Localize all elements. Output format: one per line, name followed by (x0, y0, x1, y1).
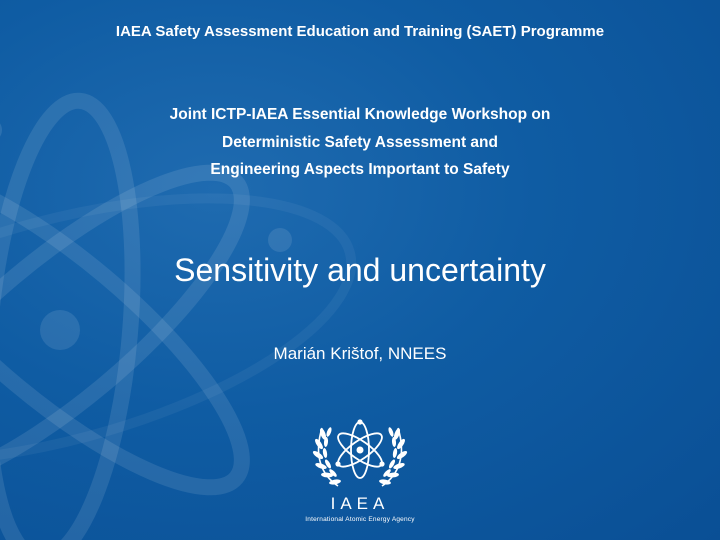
workshop-line: Deterministic Safety Assessment and (222, 133, 498, 151)
workshop-title (0, 101, 720, 184)
iaea-emblem-icon (308, 408, 412, 494)
programme-title: IAEA Safety Assessment Education and Training (SAET) Programme (115, 23, 605, 40)
slide-title: Sensitivity and uncertainty (174, 252, 546, 288)
logo-wordmark: IAEA (330, 494, 390, 513)
workshop-line: Engineering Aspects Important to Safety (210, 161, 510, 178)
logo-subtitle: International Atomic Energy Agency (305, 516, 415, 523)
author-name: Marián Krištof, NNEES (273, 344, 447, 363)
workshop-line: Joint ICTP-IAEA Essential Knowledge Workshop on (169, 106, 551, 123)
